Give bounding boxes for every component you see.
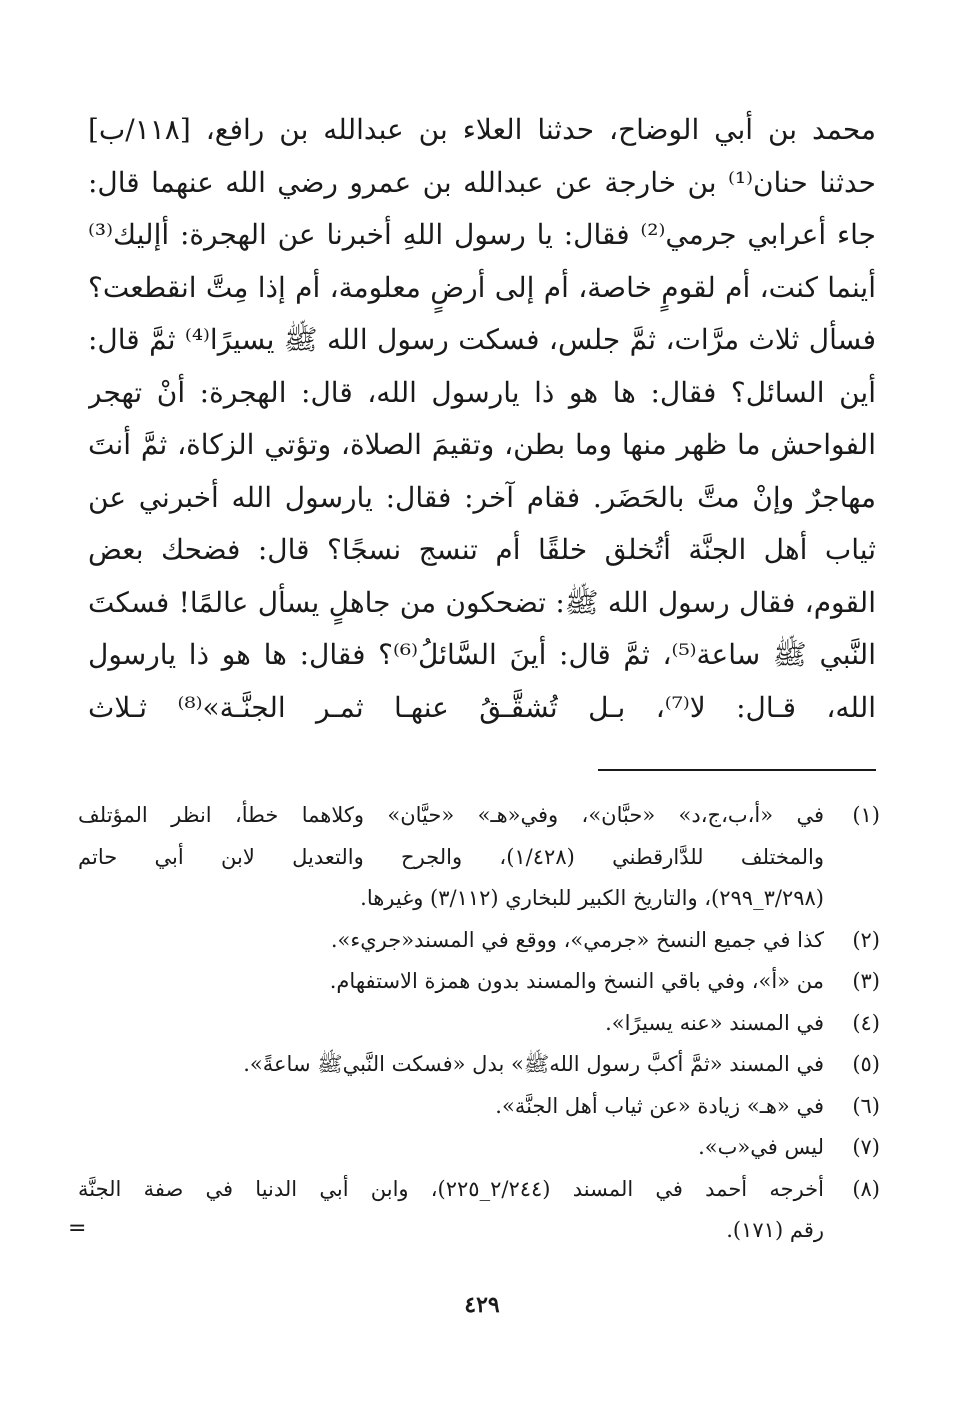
footnote-line: في المسند «ثمَّ أكبَّ رسول اللهﷺ» بدل «فسكت النَّبيﷺ ساعةً».: [243, 1052, 824, 1076]
main-text-line: الله، قـال: لا⁽⁷⁾، بـل تُشقَّـقُ عنهـا ثمـر الجنَّـة»⁽⁸⁾ ثـلاث: [88, 690, 876, 724]
main-text-line: النَّبي ﷺ ساعة⁽⁵⁾، ثمَّ قال: أينَ السَّائلُ⁽⁶⁾؟ فقال: ها هو ذا يارسول: [88, 638, 876, 671]
main-text-line: حدثنا حنان⁽¹⁾ بن خارجة عن عبدالله بن عمرو رضي الله عنهما قال:: [88, 165, 876, 199]
footnote-number: (٢): [852, 927, 880, 952]
main-text-line: أينما كنت، أم لقومٍ خاصة، أم إلى أرضٍ معلومة، أم إذا مِتَّ انقطعت؟: [88, 270, 876, 304]
footnote-number: (٤): [852, 1010, 880, 1035]
footnote-line: كذا في جميع النسخ «جرمي»، ووقع في المسند«جريء».: [330, 927, 824, 952]
footnote-6: [78, 1086, 880, 1128]
footnote-line: من «أ»، وفي باقي النسخ والمسند بدون همزة الاستفهام.: [329, 969, 824, 993]
footnote-line: (٣/٢٩٨_٢٩٩)، والتاريخ الكبير للبخاري (٣/١١٢) وغيرها.: [360, 886, 824, 910]
footnote-text: [78, 1169, 824, 1252]
footnote-text: [78, 920, 824, 962]
footnote-number: (٥): [852, 1052, 880, 1076]
footnote-7: [78, 1127, 880, 1169]
footnote-text: [78, 1127, 824, 1169]
footnote-line: ليس في«ب».: [698, 1135, 824, 1159]
footnotes-section: [78, 795, 880, 1252]
page-number: ٤٢٩: [464, 1292, 500, 1318]
footnote-number: (٨): [852, 1176, 880, 1201]
footnote-text: [78, 961, 824, 1003]
main-text-line: القوم، فقال رسول الله ﷺ: تضحكون من جاهلٍ يسأل عالمًا! فسكتَ: [88, 585, 876, 619]
footnote-text: [78, 1044, 824, 1086]
footnote-line: رقم (١٧١).: [726, 1218, 824, 1242]
footnote-4: [78, 1003, 880, 1045]
footnote-separator: [598, 769, 876, 771]
footnote-number: (٦): [852, 1093, 880, 1118]
footnote-number: (٣): [852, 969, 880, 993]
footnote-number: (٧): [852, 1135, 880, 1159]
footnote-line: في المسند «عنه يسيرًا».: [605, 1010, 824, 1035]
main-text-line: مهاجرٌ وإنْ متَّ بالحَضَر. فقام آخر: فقال: يارسول الله أخبرني عن: [88, 480, 876, 514]
footnote-1: [78, 795, 880, 920]
footnote-line: والمختلف للدَّارقطني (١/٤٢٨)، والجرح والتعديل لابن أبي حاتم: [78, 844, 824, 869]
main-text-body: [88, 104, 876, 734]
footnote-3: [78, 961, 880, 1003]
footnote-text: [78, 1003, 824, 1045]
main-text-line: ثياب أهل الجنَّة أتُخلق خلقًا أم تنسج نسجًا؟ قال: فضحك بعض: [88, 533, 876, 566]
main-text-line: محمد بن أبي الوضاح، حدثنا العلاء بن عبدالله بن رافع، [١١٨/ب]: [88, 113, 876, 146]
footnote-number: (١): [852, 803, 880, 827]
footnote-5: [78, 1044, 880, 1086]
main-text-line: الفواحش ما ظهر منها وما بطن، وتقيمَ الصلاة، وتؤتي الزكاة، ثمَّ أنتَ: [88, 428, 876, 461]
footnote-text: [78, 795, 824, 920]
main-text-line: فسأل ثلاث مرَّات، ثمَّ جلس، فسكت رسول الله ﷺ يسيرًا⁽⁴⁾ ثمَّ قال:: [88, 323, 876, 356]
footnote-line: أخرجه أحمد في المسند (٢/٢٤٤_٢٢٥)، وابن أبي الدنيا في صفة الجنَّة: [78, 1176, 824, 1201]
footnote-text: [78, 1086, 824, 1128]
main-text-line: أين السائل؟ فقال: ها هو ذا يارسول الله، قال: الهجرة: أنْ تهجر: [88, 375, 876, 409]
footnote-8: [78, 1169, 880, 1252]
footnote-line: في «أ،ب،ج،د» «حبَّان»، وفي«هـ» «حيَّان» وكلاهما خطأ، انظر المؤتلف: [78, 803, 824, 827]
footnote-line: في «هـ» زيادة «عن ثياب أهل الجنَّة».: [495, 1093, 824, 1118]
continuation-mark: =: [68, 1216, 87, 1241]
main-text-line: جاء أعرابي جرمي⁽²⁾ فقال: يا رسول اللهِ أخبرنا عن الهجرة: أإليك⁽³⁾: [88, 218, 876, 251]
footnote-2: [78, 920, 880, 962]
